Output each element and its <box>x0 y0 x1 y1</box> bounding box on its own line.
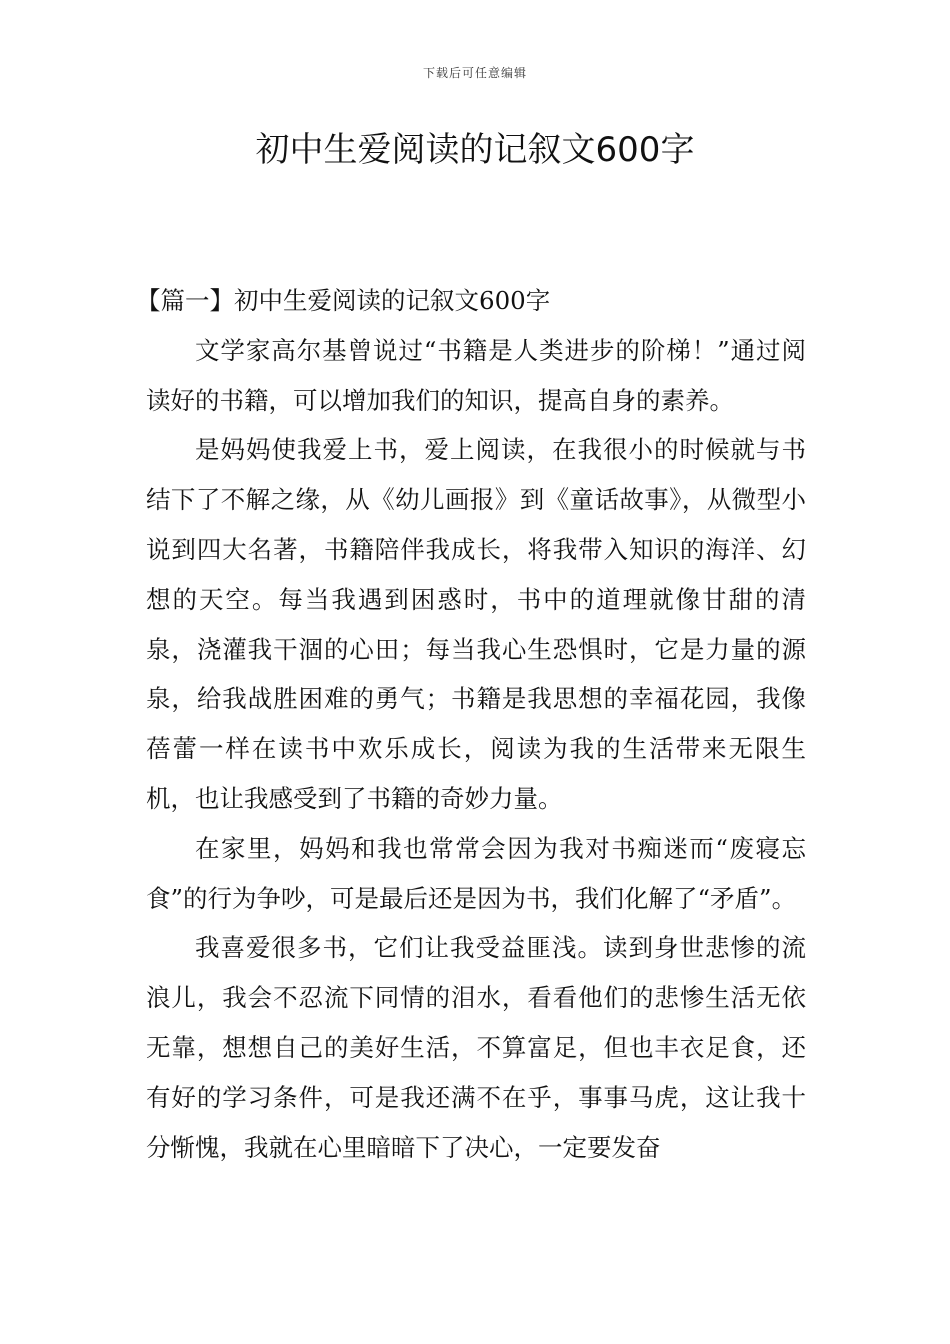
paragraph-1: 文学家高尔基曾说过“书籍是人类进步的阶梯！”通过阅读好的书籍，可以增加我们的知识，提高自身的素养。 <box>146 335 806 415</box>
header-note: 下载后可任意编辑 <box>422 66 527 80</box>
document-title: 初中生爱阅读的记叙文600字 <box>255 130 695 170</box>
document-body <box>136 276 806 1172</box>
paragraph-2: 是妈妈使我爱上书，爱上阅读，在我很小的时候就与书结下了不解之缘，从《幼儿画报》到《童话故事》，从微型小说到四大名著，书籍陪伴我成长，将我带入知识的海洋、幻想的天空。每当我遇到困惑时，书中的道理就像甘甜的清泉，浇灌我干涸的心田；每当我心生恐惧时，它是力量的源泉，给我战胜困难的勇气；书籍是我思想的幸福花园，我像蓓蕾一样在读书中欢乐成长，阅读为我的生活带来无限生机，也让我感受到了书籍的奇妙力量。 <box>146 435 806 813</box>
section-heading: 【篇一】初中生爱阅读的记叙文600字 <box>136 286 551 315</box>
paragraph-3: 在家里，妈妈和我也常常会因为我对书痴迷而“废寝忘食”的行为争吵，可是最后还是因为书，我们化解了“矛盾”。 <box>146 833 806 913</box>
paragraph-4: 我喜爱很多书，它们让我受益匪浅。读到身世悲惨的流浪儿，我会不忍流下同情的泪水，看看他们的悲惨生活无依无靠，想想自己的美好生活，不算富足，但也丰衣足食，还有好的学习条件，可是我还满不在乎，事事马虎，这让我十分惭愧，我就在心里暗暗下了决心，一定要发奋 <box>146 933 806 1162</box>
